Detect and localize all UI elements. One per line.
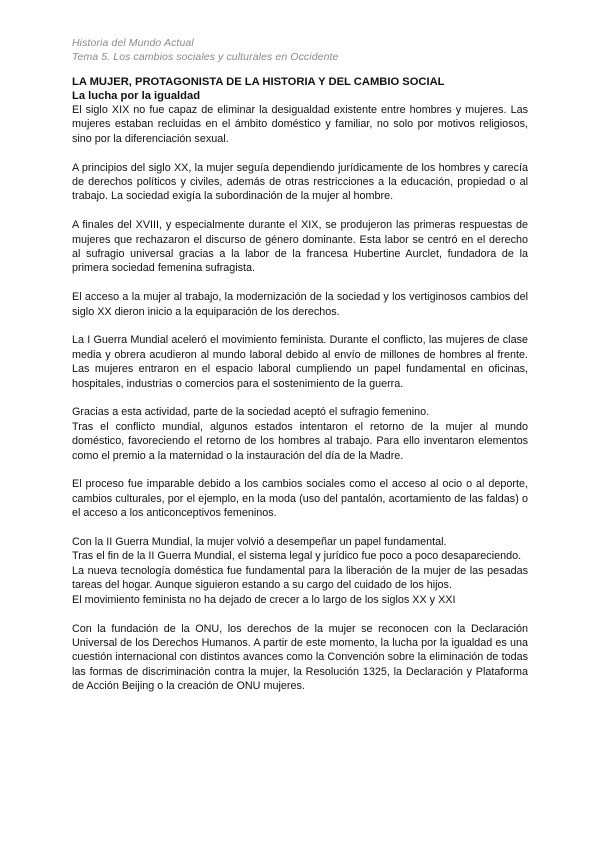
paragraph-line: Tras el conflicto mundial, algunos estados intentaron el retorno de la mujer al mundo doméstico, favoreciendo el retorno de los hombres al trabajo. Para ello inventaron elementos como el premio a la maternidad o la instauración del día de la Madre. [72, 420, 528, 462]
paragraph-line: A principios del siglo XX, la mujer seguía dependiendo jurídicamente de los hombres y carecía de derechos políticos y civiles, además de otras restricciones a la educación, propiedad o al trabajo. La sociedad exigía la subordinación de la mujer al hombre. [72, 161, 528, 203]
paragraph-line: Tras el fin de la II Guerra Mundial, el sistema legal y jurídico fue poco a poco desapareciendo. [72, 550, 522, 563]
paragraph [72, 161, 528, 204]
paragraph-line: Con la fundación de la ONU, los derechos de la mujer se reconocen con la Declaración Universal de los Derechos Humanos. A partir de este momento, la lucha por la igualdad es una cuestión internacional con distintos avances como la Convención sobre la eliminación de todas las formas de discriminación contra la mujer, la Resolución 1325, la Declaración y Plataforma de Acción Beijing o la creación de ONU mujeres. [72, 622, 528, 693]
course-header: Historia del Mundo Actual [72, 37, 194, 49]
paragraph-line: Con la II Guerra Mundial, la mujer volvió a desempeñar un papel fundamental. [72, 536, 447, 549]
paragraph [72, 405, 528, 463]
paragraph [72, 477, 528, 520]
document-title: LA MUJER, PROTAGONISTA DE LA HISTORIA Y DEL CAMBIO SOCIAL [72, 76, 445, 88]
paragraph [72, 218, 528, 276]
paragraph-line: La I Guerra Mundial aceleró el movimiento feminista. Durante el conflicto, las mujeres de clase media y obrera acudieron al mundo laboral debido al envío de millones de hombres al frente. Las mujeres entraron en el espacio laboral cumpliendo un papel fundamental en oficinas, hospitales, industrias o comercios para el sostenimiento de la guerra. [72, 334, 528, 390]
paragraph-line: A finales del XVIII, y especialmente durante el XIX, se produjeron las primeras respuestas de mujeres que rechazaron el discurso de género dominante. Esta labor se centró en el derecho al sufragio universal gracias a la labor de la francesa Hubertine Aurclet, fundadora de la primera sociedad femenina sufragista. [72, 219, 528, 275]
paragraph [72, 622, 528, 694]
paragraph-line: El siglo XIX no fue capaz de eliminar la desigualdad existente entre hombres y mujeres. Las mujeres estaban recluidas en el ámbito doméstico y familiar, no solo por motivos religiosos, sino por la diferenciación sexual. [72, 104, 528, 145]
paragraph-line: El proceso fue imparable debido a los cambios sociales como el acceso al ocio o al deporte, cambios culturales, por el ejemplo, en la moda (uso del pantalón, acortamiento de las faldas) o el acceso a los anticonceptivos femeninos. [72, 478, 528, 520]
topic-header: Tema 5. Los cambios sociales y culturales en Occidente [72, 51, 339, 63]
section-heading: La lucha por la igualdad [72, 90, 201, 102]
paragraph [72, 290, 528, 319]
paragraph-line: El movimiento feminista no ha dejado de crecer a lo largo de los siglos XX y XXI [72, 593, 456, 606]
paragraph-line: El acceso a la mujer al trabajo, la modernización de la sociedad y los vertiginosos cambios del siglo XX dieron inicio a la equiparación de los derechos. [72, 291, 528, 318]
paragraph-line: Gracias a esta actividad, parte de la sociedad aceptó el sufragio femenino. [72, 406, 430, 419]
paragraph [72, 333, 528, 391]
paragraph-line: La nueva tecnología doméstica fue fundamental para la liberación de la mujer de las pesadas tareas del hogar. Aunque siguieron estando a su cargo del cuidado de los hijos. [72, 564, 528, 592]
paragraph [72, 535, 528, 607]
paragraph [72, 103, 528, 146]
